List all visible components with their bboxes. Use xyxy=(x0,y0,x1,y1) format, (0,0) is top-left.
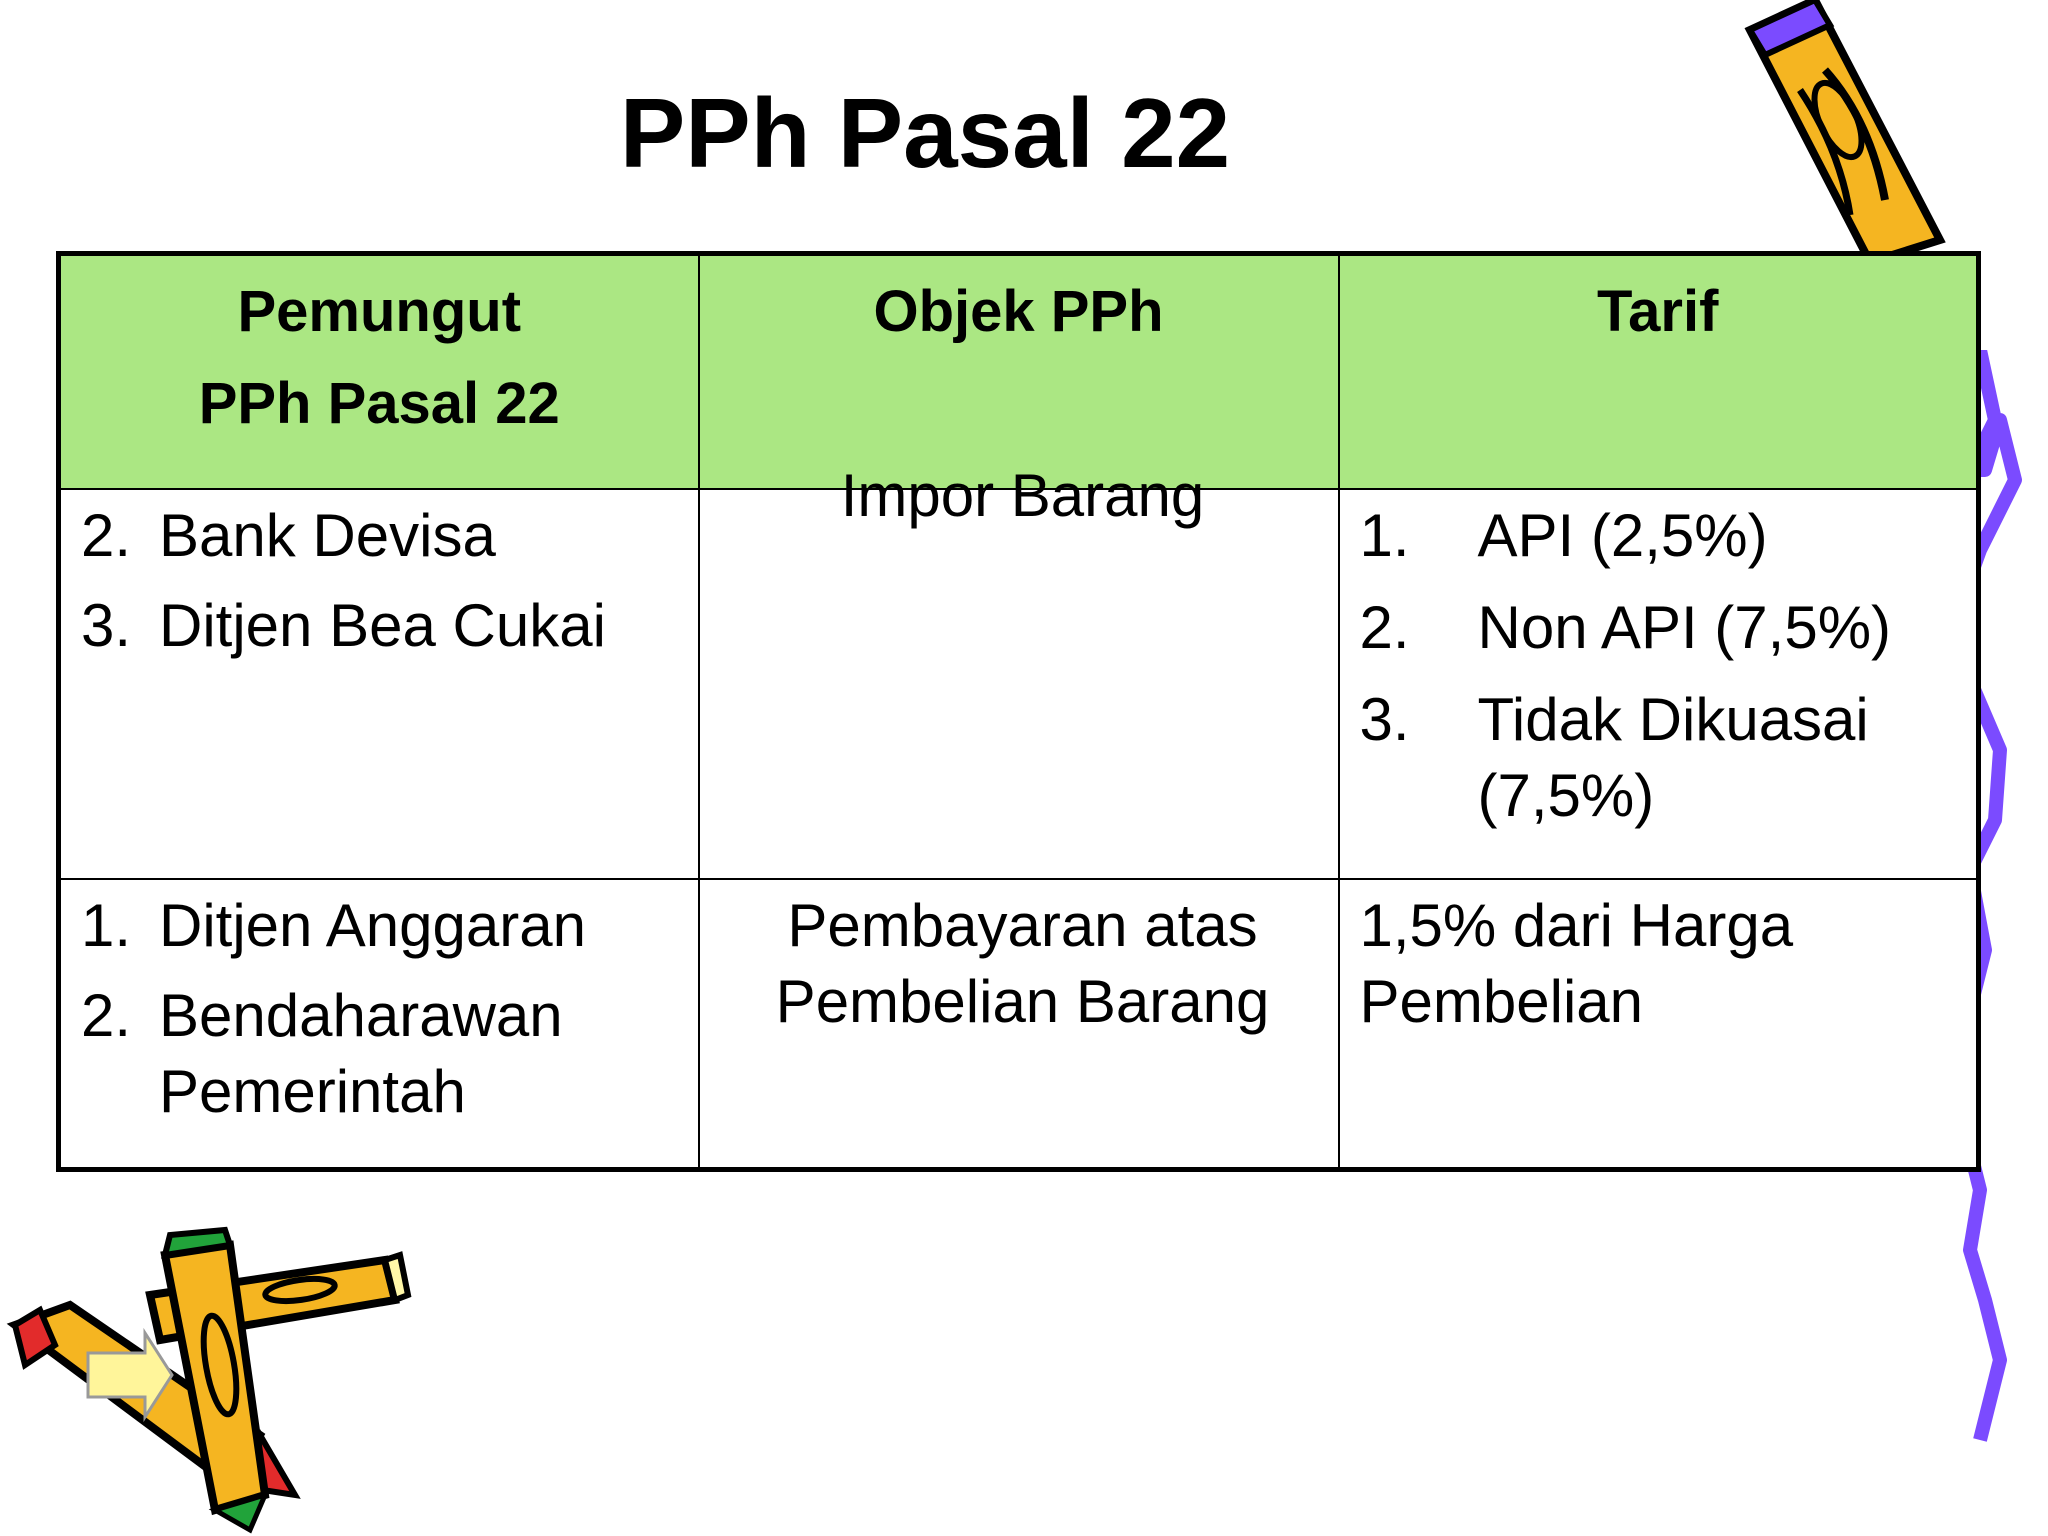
header-pemungut-line1: Pemungut xyxy=(237,279,522,344)
pencil-clipart-top-right xyxy=(1720,0,1960,270)
list-text: Tidak Dikuasai (7,5%) xyxy=(1477,686,1869,829)
cell-tarif-impor xyxy=(1339,489,1979,879)
list-number: 2. xyxy=(81,982,132,1049)
objek-text: Pembayaran atas Pembelian Barang xyxy=(775,892,1270,1035)
pph-pasal-22-table xyxy=(56,251,1981,1172)
list-number: 3. xyxy=(1359,686,1410,753)
cell-pemungut-impor xyxy=(59,489,699,879)
list-item xyxy=(1360,590,1965,666)
cell-pemungut-pembelian xyxy=(59,879,699,1170)
tarif-list xyxy=(1360,498,1965,834)
list-item xyxy=(1360,682,1965,834)
list-text: Ditjen Bea Cukai xyxy=(159,592,606,659)
header-tarif-line1: Tarif xyxy=(1597,279,1719,344)
list-number: 2. xyxy=(1359,594,1410,661)
tarif-text: 1,5% dari Harga Pembelian xyxy=(1359,892,1794,1035)
list-number: 2. xyxy=(81,502,132,569)
cell-objek-pembelian xyxy=(699,879,1339,1170)
list-text: Non API (7,5%) xyxy=(1477,594,1892,661)
pemungut-list xyxy=(81,888,686,1130)
table-row xyxy=(59,489,1979,879)
list-text: Bank Devisa xyxy=(159,502,496,569)
cell-tarif-pembelian xyxy=(1339,879,1979,1170)
list-text: Bendaharawan Pemerintah xyxy=(159,982,563,1125)
list-text: API (2,5%) xyxy=(1477,502,1768,569)
list-number: 3. xyxy=(81,592,132,659)
table-row xyxy=(59,879,1979,1170)
pencils-clipart-bottom-left xyxy=(0,1225,420,1535)
header-objek-line1: Objek PPh xyxy=(873,279,1164,344)
header-pemungut-line2: PPh Pasal 22 xyxy=(198,371,560,436)
list-text: Ditjen Anggaran xyxy=(159,892,586,959)
header-tarif xyxy=(1339,254,1979,490)
list-number: 1. xyxy=(1359,502,1410,569)
header-pemungut xyxy=(59,254,699,490)
slide-title: PPh Pasal 22 xyxy=(619,78,1231,188)
list-item xyxy=(1360,498,1965,574)
list-item xyxy=(81,888,686,964)
list-item xyxy=(81,498,686,574)
list-number: 1. xyxy=(81,892,132,959)
cell-objek-impor xyxy=(699,462,1339,879)
pemungut-list xyxy=(81,498,686,664)
list-item xyxy=(81,588,686,664)
table-header-row xyxy=(59,254,1979,490)
list-item xyxy=(81,978,686,1130)
objek-text: Impor Barang xyxy=(840,462,1205,529)
header-objek-pph xyxy=(699,254,1339,490)
